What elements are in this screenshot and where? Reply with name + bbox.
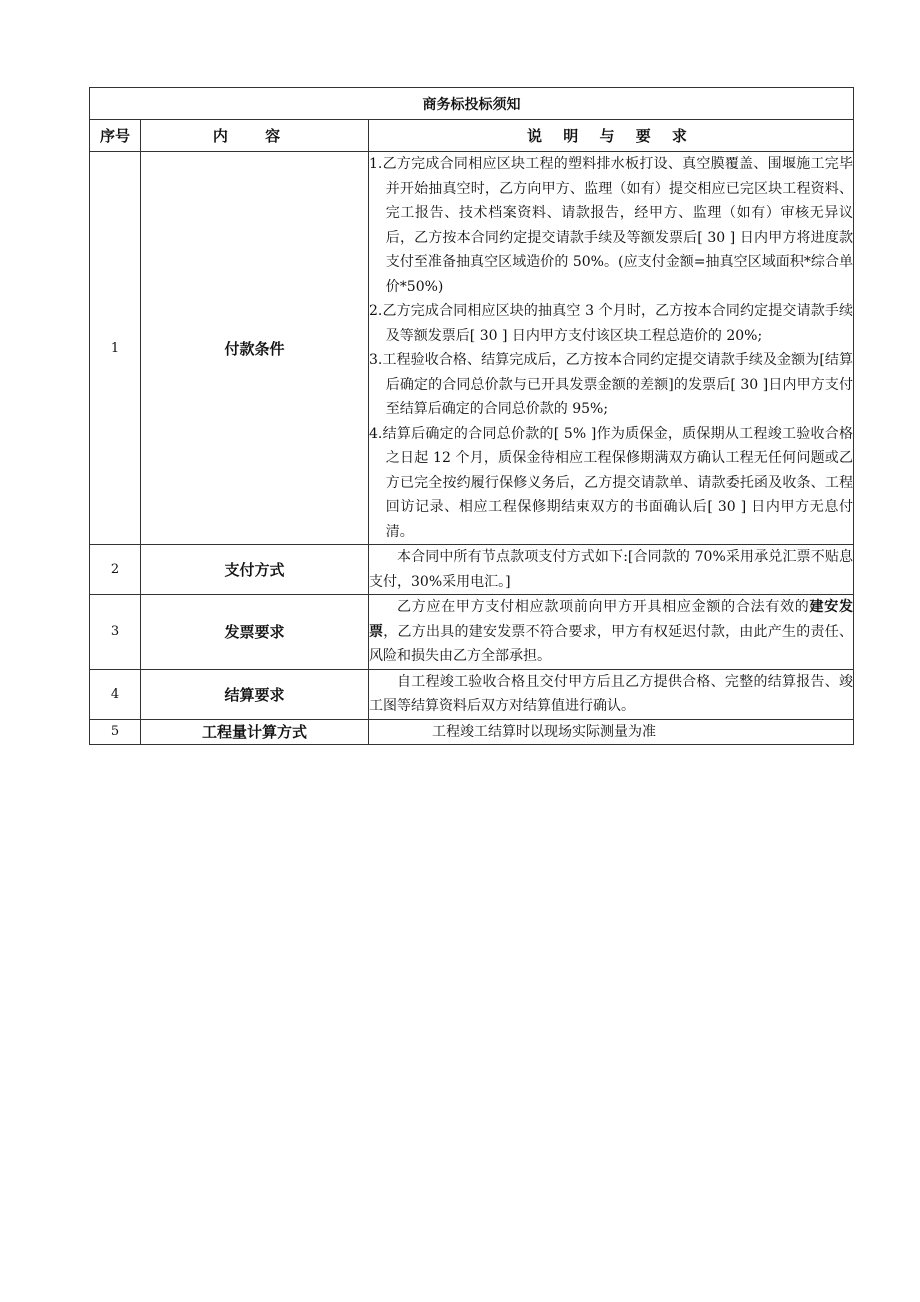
- payment-method-text: 本合同中所有节点款项支付方式如下:[合同款的 70%采用承兑汇票不贴息支付，30%采用电汇。]: [369, 549, 853, 590]
- title-row: [90, 88, 854, 120]
- table-row: [90, 719, 854, 745]
- invoice-text-before: 乙方应在甲方支付相应款项前向甲方开具相应金额的合法有效的: [397, 599, 810, 615]
- payment-clause: 3.工程验收合格、结算完成后，乙方按本合同约定提交请款手续及金额为[结算后确定的合同总价款与已开具发票金额的差额]的发票后[ 30 ]日内甲方支付至结算后确定的合同总价款的 95%;: [369, 352, 853, 417]
- quantity-calculation-text: 工程竣工结算时以现场实际测量为准: [432, 723, 656, 740]
- row-description: [369, 595, 854, 670]
- header-index: 序号: [90, 120, 141, 152]
- table-row: [90, 595, 854, 670]
- row-description: [369, 719, 854, 745]
- payment-clause: 1.乙方完成合同相应区块工程的塑料排水板打设、真空膜覆盖、围堰施工完毕并开始抽真空时，乙方向甲方、监理（如有）提交相应已完区块工程资料、完工报告、技术档案资料、请款报告，经甲方、监理（如有）审核无异议后，乙方按本合同约定提交请款手续及等额发票后[ 30 ] 日内甲方将进度款支付至准备抽真空区域造价的 50%。(应支付金额=抽真空区域面积*综合单价*50%): [369, 156, 853, 295]
- row-index: 4: [90, 669, 141, 719]
- row-description: [369, 152, 854, 545]
- invoice-text-after: ，乙方出具的建安发票不符合要求，甲方有权延迟付款，由此产生的责任、风险和损失由乙方全部承担。: [369, 623, 854, 664]
- header-row: [90, 120, 854, 152]
- row-item: 支付方式: [141, 545, 369, 595]
- row-item: 发票要求: [141, 595, 369, 670]
- header-description: 说 明 与 要 求: [369, 120, 854, 152]
- row-item: 工程量计算方式: [141, 719, 369, 745]
- bid-notice-table: [89, 87, 854, 745]
- table-row: [90, 669, 854, 719]
- payment-clause: 4.结算后确定的合同总价款的[ 5% ]作为质保金，质保期从工程竣工验收合格之日起 12 个月，质保金待相应工程保修期满双方确认工程无任何问题或乙方已完全按约履行保修义务后，乙方提交请款单、请款委托函及收条、工程回访记录、相应工程保修期结束双方的书面确认后[ 30 ] 日内甲方无息付清。: [369, 425, 853, 540]
- row-description: [369, 545, 854, 595]
- settlement-requirement-text: 自工程竣工验收合格且交付甲方后且乙方提供合格、完整的结算报告、竣工图等结算资料后双方对结算值进行确认。: [369, 673, 853, 714]
- row-item: 付款条件: [141, 152, 369, 545]
- row-index: 3: [90, 595, 141, 670]
- payment-clause: 2.乙方完成合同相应区块的抽真空 3 个月时，乙方按本合同约定提交请款手续及等额发票后[ 30 ] 日内甲方支付该区块工程总造价的 20%;: [369, 303, 853, 344]
- invoice-requirement-text: [369, 595, 853, 669]
- row-index: 1: [90, 152, 141, 545]
- table-title: 商务标投标须知: [90, 88, 854, 120]
- row-description: [369, 669, 854, 719]
- invoice-type-emphasis: 建安发票: [369, 599, 854, 640]
- row-index: 2: [90, 545, 141, 595]
- table-row: [90, 545, 854, 595]
- row-index: 5: [90, 719, 141, 745]
- table-row: [90, 152, 854, 545]
- header-content: 内 容: [141, 120, 369, 152]
- row-item: 结算要求: [141, 669, 369, 719]
